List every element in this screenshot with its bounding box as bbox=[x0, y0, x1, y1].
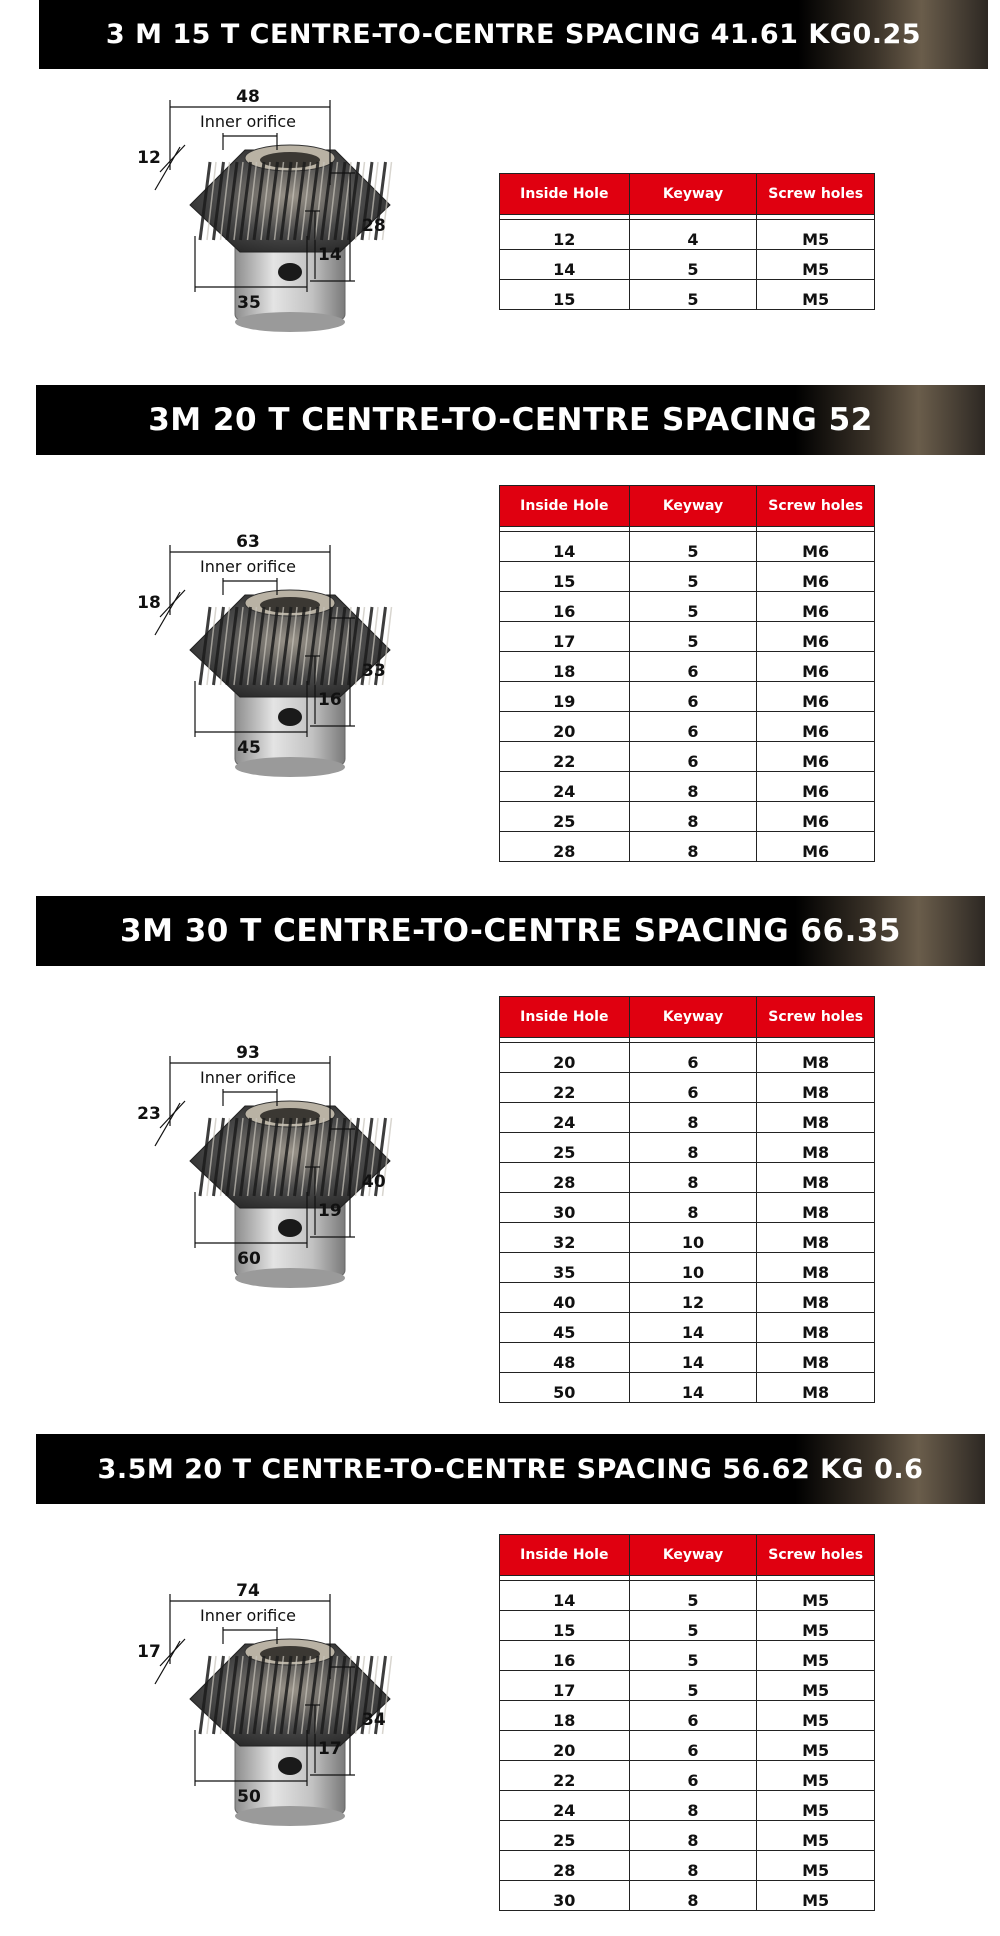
table-cell: 20 bbox=[500, 712, 630, 742]
table-cell: 25 bbox=[500, 1821, 630, 1851]
table-cell: 6 bbox=[629, 682, 757, 712]
table-cell: 24 bbox=[500, 1791, 630, 1821]
table-cell: 19 bbox=[500, 682, 630, 712]
column-header: Keyway bbox=[629, 997, 757, 1038]
table-cell: M5 bbox=[757, 1851, 875, 1881]
table-row bbox=[500, 250, 875, 280]
column-header: Keyway bbox=[629, 486, 757, 527]
table-cell: 5 bbox=[629, 1611, 757, 1641]
table-cell: 17 bbox=[500, 1671, 630, 1701]
table-row bbox=[500, 280, 875, 310]
dim-height: 28 bbox=[362, 216, 386, 236]
table-row bbox=[500, 772, 875, 802]
dim-height: 40 bbox=[362, 1172, 386, 1192]
column-header: Screw holes bbox=[757, 1535, 875, 1576]
table-row bbox=[500, 652, 875, 682]
table-row bbox=[500, 1283, 875, 1313]
table-cell: 5 bbox=[629, 532, 757, 562]
table-cell: 50 bbox=[500, 1373, 630, 1403]
dim-hub: 16 bbox=[318, 690, 342, 710]
table-row bbox=[500, 1223, 875, 1253]
dim-top: 93 bbox=[236, 1043, 260, 1063]
column-header: Keyway bbox=[629, 1535, 757, 1576]
table-row bbox=[500, 220, 875, 250]
table-cell: 14 bbox=[629, 1373, 757, 1403]
table-row bbox=[500, 1163, 875, 1193]
table-cell: 8 bbox=[629, 1133, 757, 1163]
dim-top: 48 bbox=[236, 87, 260, 107]
table-cell: M6 bbox=[757, 592, 875, 622]
spec-table bbox=[499, 173, 875, 310]
table-row bbox=[500, 712, 875, 742]
column-header: Screw holes bbox=[757, 486, 875, 527]
table-row bbox=[500, 1881, 875, 1911]
column-header: Screw holes bbox=[757, 997, 875, 1038]
table-header-row bbox=[500, 1535, 875, 1576]
table-cell: 8 bbox=[629, 1103, 757, 1133]
table-cell: M5 bbox=[757, 1821, 875, 1851]
table-cell: M5 bbox=[757, 1761, 875, 1791]
table-cell: M6 bbox=[757, 562, 875, 592]
section-banner: 3 M 15 T CENTRE-TO-CENTRE SPACING 41.61 KG0.25 bbox=[39, 0, 988, 69]
table-cell: 18 bbox=[500, 1701, 630, 1731]
table-row bbox=[500, 592, 875, 622]
table-cell: M6 bbox=[757, 712, 875, 742]
table-cell: 6 bbox=[629, 1761, 757, 1791]
table-cell: 8 bbox=[629, 1163, 757, 1193]
column-header: Inside Hole bbox=[500, 1535, 630, 1576]
table-row bbox=[500, 1073, 875, 1103]
table-cell: M5 bbox=[757, 1791, 875, 1821]
table-cell: 14 bbox=[500, 1581, 630, 1611]
table-cell: 5 bbox=[629, 1671, 757, 1701]
table-row bbox=[500, 1373, 875, 1403]
table-cell: 6 bbox=[629, 1731, 757, 1761]
table-cell: M8 bbox=[757, 1193, 875, 1223]
dim-hub: 17 bbox=[318, 1739, 342, 1759]
table-cell: M8 bbox=[757, 1283, 875, 1313]
table-cell: 5 bbox=[629, 592, 757, 622]
table-cell: 14 bbox=[629, 1313, 757, 1343]
table-cell: M8 bbox=[757, 1253, 875, 1283]
table-cell: M8 bbox=[757, 1073, 875, 1103]
dim-hub: 19 bbox=[318, 1201, 342, 1221]
table-cell: 22 bbox=[500, 742, 630, 772]
inner-orifice-label: Inner orifice bbox=[199, 1606, 297, 1625]
spec-table bbox=[499, 996, 875, 1403]
table-row bbox=[500, 802, 875, 832]
dim-bottom: 45 bbox=[237, 738, 261, 758]
table-cell: 5 bbox=[629, 1641, 757, 1671]
table-cell: 18 bbox=[500, 652, 630, 682]
table-cell: 8 bbox=[629, 1193, 757, 1223]
table-row bbox=[500, 1791, 875, 1821]
table-row bbox=[500, 1253, 875, 1283]
table-cell: 16 bbox=[500, 1641, 630, 1671]
table-row bbox=[500, 562, 875, 592]
table-cell: M8 bbox=[757, 1103, 875, 1133]
table-cell: 5 bbox=[629, 280, 757, 310]
table-cell: 25 bbox=[500, 1133, 630, 1163]
table-cell: 14 bbox=[500, 250, 630, 280]
table-row bbox=[500, 1343, 875, 1373]
dim-height: 33 bbox=[362, 661, 386, 681]
table-cell: M8 bbox=[757, 1343, 875, 1373]
table-row bbox=[500, 1133, 875, 1163]
table-cell: M6 bbox=[757, 622, 875, 652]
table-cell: M8 bbox=[757, 1313, 875, 1343]
dim-top: 74 bbox=[236, 1581, 260, 1601]
table-row bbox=[500, 1641, 875, 1671]
column-header: Inside Hole bbox=[500, 486, 630, 527]
table-cell: 14 bbox=[500, 532, 630, 562]
table-cell: 20 bbox=[500, 1043, 630, 1073]
table-row bbox=[500, 622, 875, 652]
table-cell: 22 bbox=[500, 1761, 630, 1791]
table-cell: 16 bbox=[500, 592, 630, 622]
table-cell: 28 bbox=[500, 1163, 630, 1193]
table-cell: M5 bbox=[757, 1611, 875, 1641]
table-cell: M6 bbox=[757, 532, 875, 562]
table-cell: 5 bbox=[629, 562, 757, 592]
gear-diagram bbox=[137, 85, 440, 365]
table-cell: M8 bbox=[757, 1133, 875, 1163]
dim-angle: 18 bbox=[137, 593, 161, 613]
table-cell: 15 bbox=[500, 1611, 630, 1641]
table-cell: 28 bbox=[500, 832, 630, 862]
table-cell: 40 bbox=[500, 1283, 630, 1313]
table-cell: 6 bbox=[629, 1043, 757, 1073]
table-cell: 48 bbox=[500, 1343, 630, 1373]
table-header-row bbox=[500, 174, 875, 215]
table-cell: M6 bbox=[757, 832, 875, 862]
table-cell: 25 bbox=[500, 802, 630, 832]
gear-diagram bbox=[137, 1579, 440, 1859]
table-cell: M6 bbox=[757, 682, 875, 712]
gear-diagram bbox=[137, 530, 440, 810]
table-cell: 12 bbox=[500, 220, 630, 250]
table-cell: M6 bbox=[757, 742, 875, 772]
table-cell: 24 bbox=[500, 772, 630, 802]
table-cell: M5 bbox=[757, 1881, 875, 1911]
table-cell: 6 bbox=[629, 652, 757, 682]
table-cell: 5 bbox=[629, 622, 757, 652]
table-row bbox=[500, 1103, 875, 1133]
table-row bbox=[500, 1701, 875, 1731]
table-cell: 5 bbox=[629, 1581, 757, 1611]
table-cell: M8 bbox=[757, 1373, 875, 1403]
table-cell: 14 bbox=[629, 1343, 757, 1373]
table-cell: M5 bbox=[757, 1581, 875, 1611]
table-row bbox=[500, 742, 875, 772]
table-cell: 8 bbox=[629, 1821, 757, 1851]
table-cell: M5 bbox=[757, 220, 875, 250]
table-cell: 8 bbox=[629, 1881, 757, 1911]
table-row bbox=[500, 1313, 875, 1343]
column-header: Screw holes bbox=[757, 174, 875, 215]
spec-table bbox=[499, 1534, 875, 1911]
table-cell: M8 bbox=[757, 1163, 875, 1193]
table-row bbox=[500, 1671, 875, 1701]
table-row bbox=[500, 682, 875, 712]
table-cell: 6 bbox=[629, 1073, 757, 1103]
inner-orifice-label: Inner orifice bbox=[199, 112, 297, 131]
table-row bbox=[500, 1761, 875, 1791]
table-cell: M5 bbox=[757, 1701, 875, 1731]
table-cell: 6 bbox=[629, 742, 757, 772]
table-cell: 6 bbox=[629, 712, 757, 742]
table-cell: M6 bbox=[757, 772, 875, 802]
column-header: Inside Hole bbox=[500, 174, 630, 215]
dim-top: 63 bbox=[236, 532, 260, 552]
table-cell: M5 bbox=[757, 280, 875, 310]
table-cell: 32 bbox=[500, 1223, 630, 1253]
table-cell: 15 bbox=[500, 562, 630, 592]
column-header: Inside Hole bbox=[500, 997, 630, 1038]
section-banner: 3.5M 20 T CENTRE-TO-CENTRE SPACING 56.62 KG 0.6 bbox=[36, 1434, 985, 1504]
table-cell: M6 bbox=[757, 802, 875, 832]
table-cell: 30 bbox=[500, 1881, 630, 1911]
dim-bottom: 35 bbox=[237, 293, 261, 313]
dim-bottom: 50 bbox=[237, 1787, 261, 1807]
table-cell: 30 bbox=[500, 1193, 630, 1223]
table-cell: 35 bbox=[500, 1253, 630, 1283]
table-cell: 20 bbox=[500, 1731, 630, 1761]
table-cell: 4 bbox=[629, 220, 757, 250]
table-cell: M8 bbox=[757, 1223, 875, 1253]
table-cell: 6 bbox=[629, 1701, 757, 1731]
column-header: Keyway bbox=[629, 174, 757, 215]
table-cell: 15 bbox=[500, 280, 630, 310]
dim-angle: 23 bbox=[137, 1104, 161, 1124]
table-cell: 8 bbox=[629, 832, 757, 862]
table-cell: M6 bbox=[757, 652, 875, 682]
table-header-row bbox=[500, 486, 875, 527]
dim-angle: 17 bbox=[137, 1642, 161, 1662]
dim-height: 34 bbox=[362, 1710, 386, 1730]
table-cell: 8 bbox=[629, 1791, 757, 1821]
table-row bbox=[500, 1581, 875, 1611]
table-header-row bbox=[500, 997, 875, 1038]
table-cell: 10 bbox=[629, 1223, 757, 1253]
table-cell: M5 bbox=[757, 250, 875, 280]
table-cell: M8 bbox=[757, 1043, 875, 1073]
table-cell: 22 bbox=[500, 1073, 630, 1103]
spec-table bbox=[499, 485, 875, 862]
inner-orifice-label: Inner orifice bbox=[199, 557, 297, 576]
table-cell: M5 bbox=[757, 1641, 875, 1671]
table-cell: 8 bbox=[629, 802, 757, 832]
table-cell: 12 bbox=[629, 1283, 757, 1313]
gear-diagram bbox=[137, 1041, 440, 1321]
section-banner: 3M 20 T CENTRE-TO-CENTRE SPACING 52 bbox=[36, 385, 985, 455]
table-row bbox=[500, 832, 875, 862]
section-banner: 3M 30 T CENTRE-TO-CENTRE SPACING 66.35 bbox=[36, 896, 985, 966]
table-cell: M5 bbox=[757, 1671, 875, 1701]
table-cell: 10 bbox=[629, 1253, 757, 1283]
table-row bbox=[500, 1611, 875, 1641]
table-row bbox=[500, 1043, 875, 1073]
table-row bbox=[500, 1731, 875, 1761]
table-cell: 5 bbox=[629, 250, 757, 280]
table-cell: 17 bbox=[500, 622, 630, 652]
table-cell: 28 bbox=[500, 1851, 630, 1881]
table-cell: M5 bbox=[757, 1731, 875, 1761]
table-row bbox=[500, 1851, 875, 1881]
table-row bbox=[500, 1821, 875, 1851]
dim-hub: 14 bbox=[318, 245, 342, 265]
inner-orifice-label: Inner orifice bbox=[199, 1068, 297, 1087]
dim-bottom: 60 bbox=[237, 1249, 261, 1269]
table-row bbox=[500, 532, 875, 562]
table-cell: 8 bbox=[629, 772, 757, 802]
dim-angle: 12 bbox=[137, 148, 161, 168]
table-cell: 45 bbox=[500, 1313, 630, 1343]
table-cell: 24 bbox=[500, 1103, 630, 1133]
table-cell: 8 bbox=[629, 1851, 757, 1881]
table-row bbox=[500, 1193, 875, 1223]
